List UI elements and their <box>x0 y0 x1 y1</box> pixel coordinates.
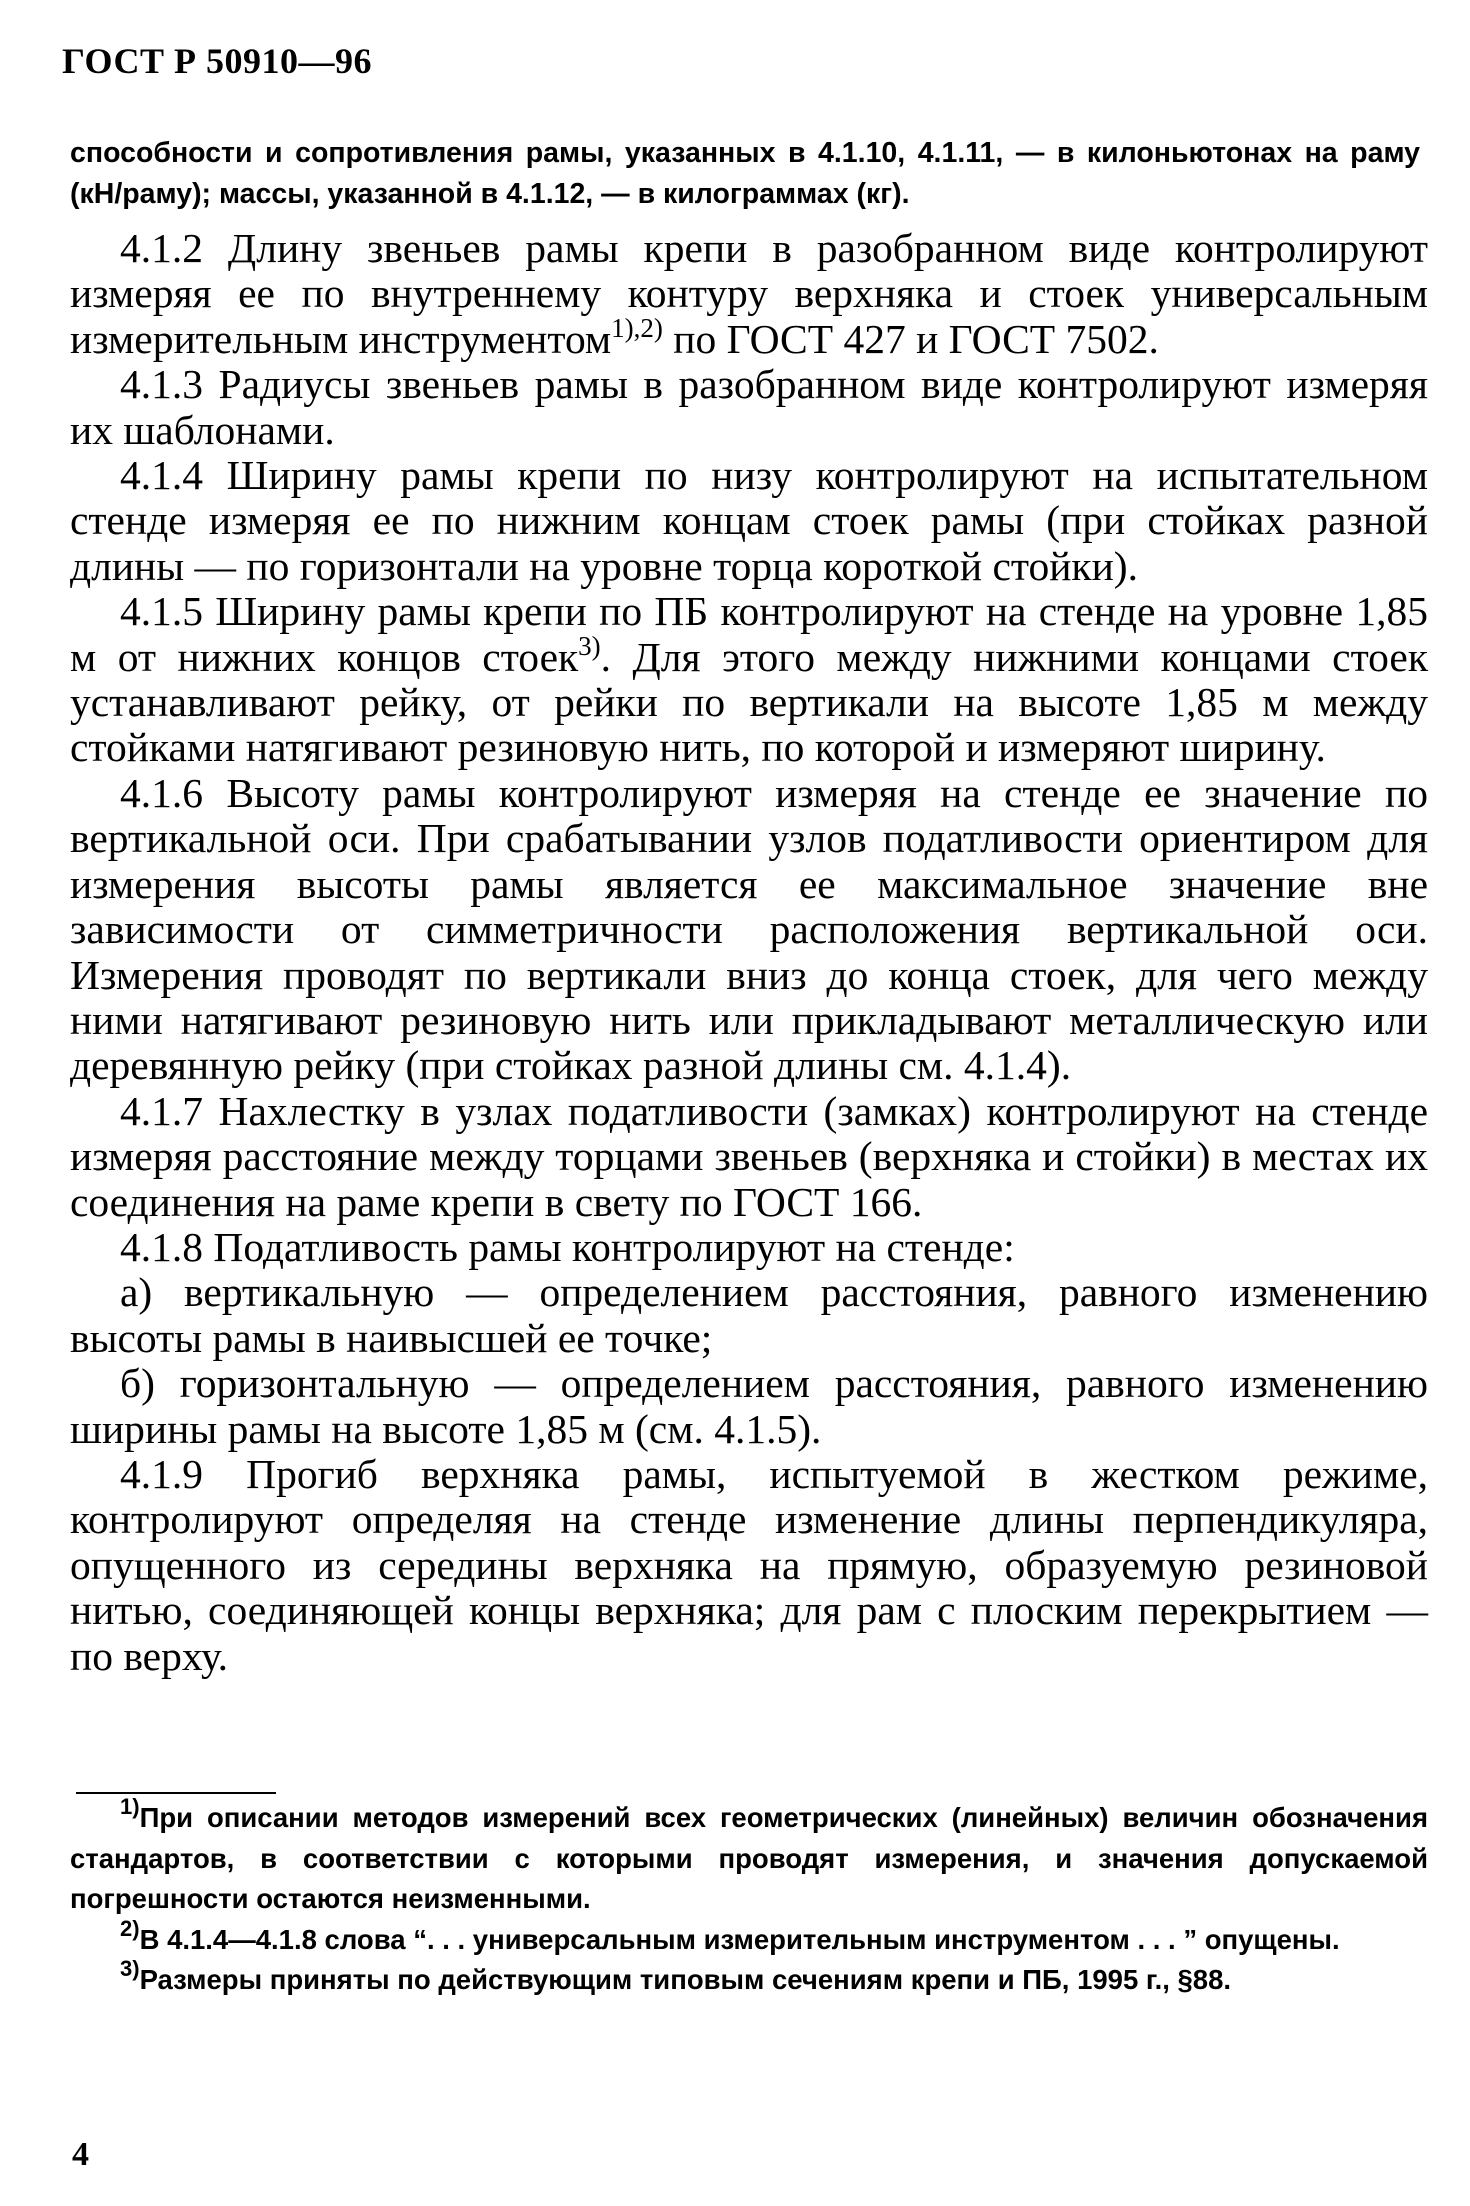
footnote-3 <box>70 1956 1428 2001</box>
paragraph-4-1-5 <box>70 589 1428 771</box>
footnote-ref-1-2: 1),2) <box>611 312 663 343</box>
footnotes <box>70 1794 1428 2001</box>
footnote-1-text: При описании методов измерений всех геометрических (линейных) величин обозначения стандартов, в соответствии с которыми проводят измерения, и значения допускаемой погрешности остаются неизменными. <box>70 1802 1428 1914</box>
main-text <box>70 226 1428 1679</box>
footnote-1-mark: 1) <box>120 1794 140 1819</box>
paragraph-4-1-2 <box>70 226 1428 362</box>
paragraph-4-1-5-tail: . Для этого между нижними концами стоек устанавливают рейку, от рейки по вертикали на высоте 1,85 м между стойками натягивают резиновую нить, по которой и измеряют ширину. <box>70 633 1428 771</box>
footnote-3-mark: 3) <box>120 1956 140 1981</box>
page-number: 4 <box>72 2136 89 2173</box>
footnote-ref-3: 3) <box>578 630 601 661</box>
footnote-2-text: В 4.1.4—4.1.8 слова “. . . универсальным измерительным инструментом . . . ” опущены. <box>139 1923 1340 1955</box>
paragraph-4-1-5-text: 4.1.5 Ширину рамы крепи по ПБ контролируют на стенде на уровне 1,85 м от нижних концов стоек <box>70 588 1428 680</box>
paragraph-4-1-2-tail: по ГОСТ 427 и ГОСТ 7502. <box>662 315 1159 362</box>
paragraph-4-1-3: 4.1.3 Радиусы звеньев рамы в разобранном виде контролируют измеряя их шаблонами. <box>70 361 1428 453</box>
footnote-2 <box>70 1915 1428 1961</box>
paragraph-4-1-7: 4.1.7 Нахлестку в узлах податливости (замках) контролируют на стенде измеряя расстояние между торцами звеньев (верхняка и стойки) в местах их соединения на раме крепи в свету по ГОСТ 166. <box>70 1087 1428 1225</box>
footnote-3-text: Размеры приняты по действующим типовым сечениям крепи и ПБ, 1995 г., §88. <box>139 1964 1232 1995</box>
paragraph-4-1-9: 4.1.9 Прогиб верхняка рамы, испытуемой в жестком режиме, контролируют определяя на стенде изменение длины перпендикуляра, опущенного из середины верхняка на прямую, образуемую резиновой нитью, соединяющей концы верхняка; для рам с плоским перекрытием — по верху. <box>70 1450 1428 1679</box>
paragraph-4-1-6: 4.1.6 Высоту рамы контролируют измеряя на стенде ее значение по вертикальной оси. При срабатывании узлов податливости ориентиром для измерения высоты рамы является ее максимальное значение вне зависимости от симметричности расположения вертикальной оси. Измерения проводят по вертикали вниз до конца стоек, для чего между ними натягивают резиновую нить или прикладывают металлическую или деревянную рейку (при стойках разной длины см. 4.1.4). <box>70 769 1428 1089</box>
standard-header: ГОСТ Р 50910—96 <box>62 41 372 81</box>
paragraph-4-1-4: 4.1.4 Ширину рамы крепи по низу контролируют на испытательном стенде измеряя ее по нижним концам стоек рамы (при стойках разной длины — по горизонтали на уровне торца короткой стойки). <box>70 452 1428 589</box>
intro-continuation: способности и сопротивления рамы, указанных в 4.1.10, 4.1.11, — в килоньютонах на раму (кН/раму); массы, указанной в 4.1.12, — в килограммах (кг). <box>70 137 1420 210</box>
paragraph-4-1-8: 4.1.8 Податливость рамы контролируют на стенде: <box>120 1223 1015 1270</box>
paragraph-4-1-8-b: б) горизонтальную — определением расстояния, равного изменению ширины рамы на высоте 1,85 м (см. 4.1.5). <box>70 1360 1428 1452</box>
footnote-2-mark: 2) <box>120 1915 140 1941</box>
paragraph-4-1-2-text: 4.1.2 Длину звеньев рамы крепи в разобранном виде контролируют измеряя ее по внутреннему контуру верхняка и стоек универсальным измерительным инструментом <box>70 225 1428 362</box>
paragraph-4-1-8-a: а) вертикальную — определением расстояния, равного изменению высоты рамы в наивысшей ее точке; <box>70 1269 1428 1361</box>
footnote-1 <box>70 1794 1428 1920</box>
footnote-divider <box>76 1792 276 1794</box>
